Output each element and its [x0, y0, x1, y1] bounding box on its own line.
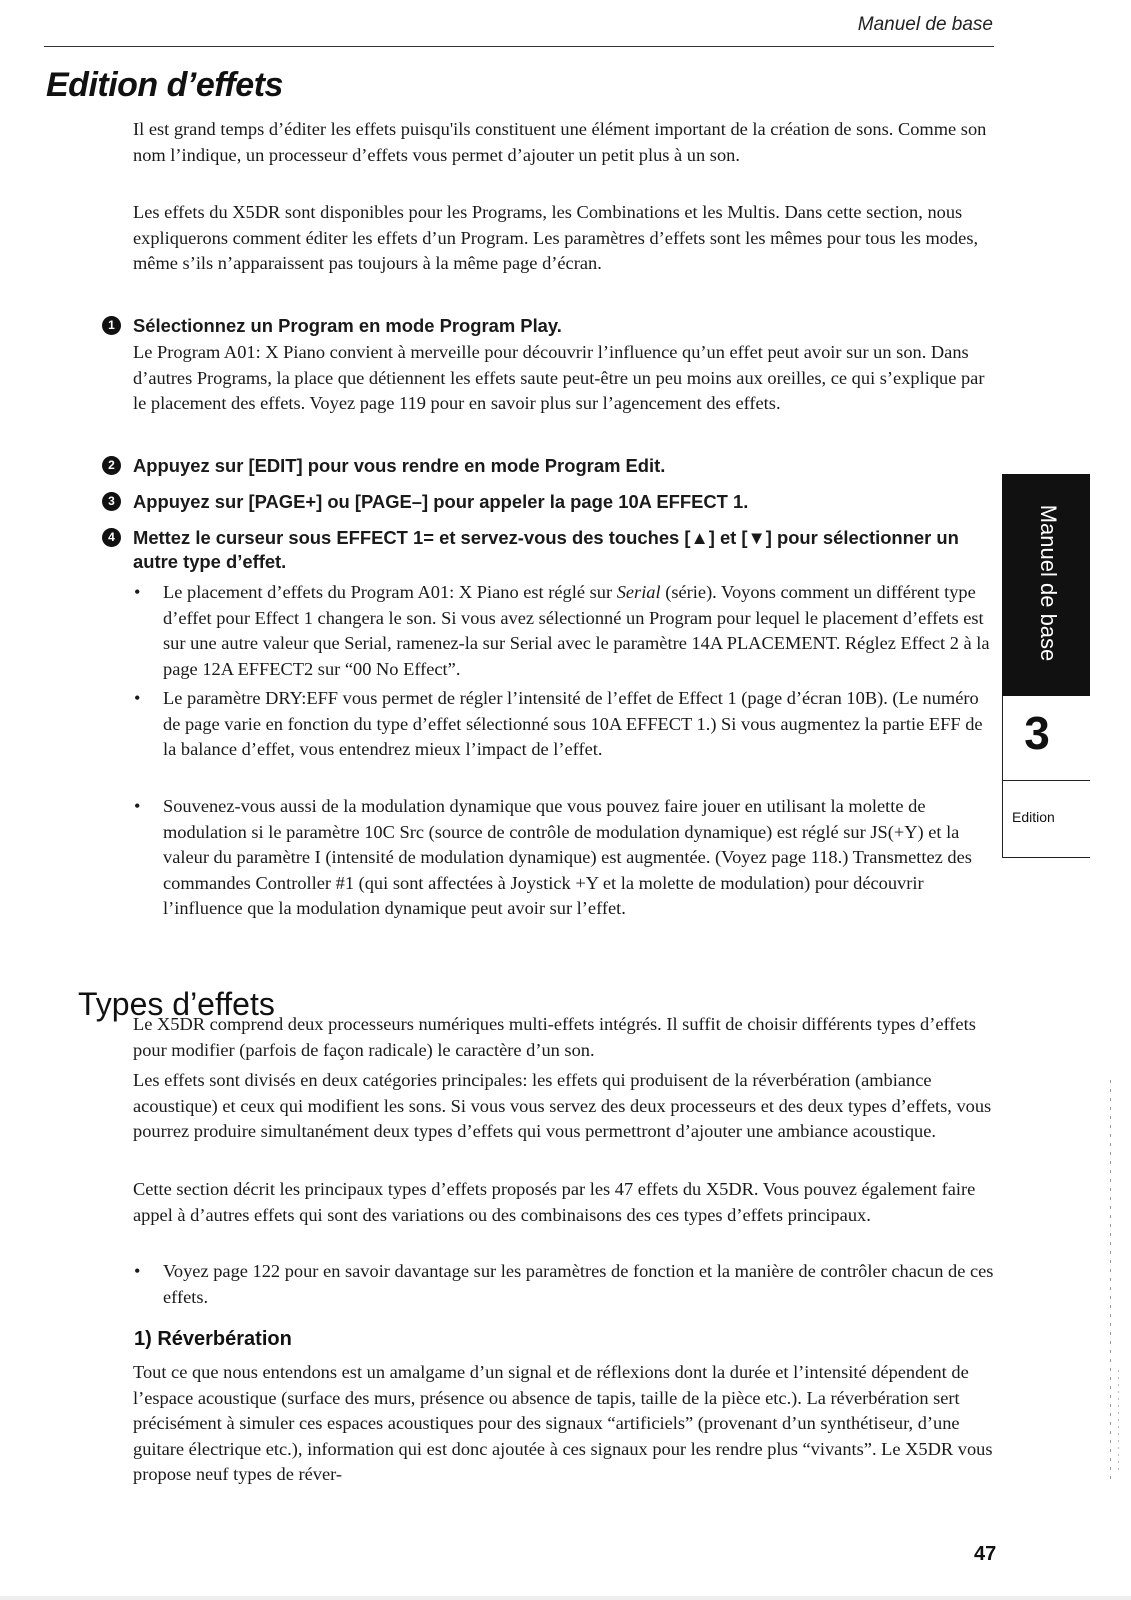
- bullet-item-modulation: [134, 794, 994, 922]
- step-heading: Appuyez sur [PAGE+] ou [PAGE–] pour appeler la page 10A EFFECT 1.: [133, 491, 749, 512]
- step-1-body: Le Program A01: X Piano convient à merveille pour découvrir l’influence qu’un effet peut avoir sur un son. Dans d’autres Programs, la place que détiennent les effets saute peut-être un peu moins aux oreilles, ce qui s’explique par le placement des effets. Voyez page 119 pour en savoir plus sur l’agencement des effets.: [133, 342, 985, 413]
- header-divider: [44, 46, 994, 47]
- scan-artifact-edge: [1118, 1370, 1119, 1470]
- types-paragraph-1: Le X5DR comprend deux processeurs numériques multi-effets intégrés. Il suffit de choisir différents types d’effets pour modifier (parfois de façon radicale) le caractère d’un son.: [133, 1014, 976, 1060]
- types-paragraph-3: Cette section décrit les principaux types d’effets proposés par les 47 effets du X5DR. Vous pouvez également faire appel à d’autres effets qui sont des variations ou des combinaisons des ces types d’effets principaux.: [133, 1179, 976, 1225]
- chapter-subtitle: Edition: [1012, 809, 1055, 825]
- bullet-item-dry-eff: [134, 686, 994, 763]
- intro-paragraph-1: Il est grand temps d’éditer les effets puisqu'ils constituent une élément important de la création de sons. Comme son nom l’indique, un processeur d’effets vous permet d’ajouter un petit plus à un son.: [133, 119, 987, 165]
- bullet-dot: •: [134, 582, 141, 602]
- chapter-tab-divider: [1002, 780, 1090, 781]
- reverb-paragraph: Tout ce que nous entendons est un amalgame d’un signal et de réflexions dont la durée et l’intensité dépendent de l’espace acoustique (surface des murs, présence ou absence de tapis, taille de la pièce etc.). La réverbération sert précisément à simuler ces espaces acoustiques pour des signaux “artificiels” (provenant d’un synthétiseur, d’une guitare électrique etc.), information qui est donc ajoutée à ces signaux pour les rendre plus “vivants”. Le X5DR vous propose neuf types de réver-: [133, 1362, 993, 1484]
- step-1: [102, 314, 992, 338]
- section-title-edition: Edition d’effets: [46, 66, 283, 104]
- chapter-number: 3: [1024, 707, 1050, 759]
- bullet-text: Souvenez-vous aussi de la modulation dynamique que vous pouvez faire jouer en utilisant la molette de modulation si le paramètre 10C Src (source de contrôle de modulation dynamique) est réglé sur JS(+Y) et la valeur du paramètre I (intensité de modulation dynamique) est augmentée. (Voyez page 118.) Transmettez des commandes Controller #1 (qui sont affectées à Joystick +Y et la molette de modulation) pour découvrir l’influence que la modulation dynamique peut avoir sur l’effet.: [163, 796, 972, 918]
- bullet-dot: •: [134, 796, 141, 816]
- chapter-tab-label: Manuel de base: [1036, 504, 1061, 662]
- intro-paragraph-2: Les effets du X5DR sont disponibles pour les Programs, les Combinations et les Multis. Dans cette section, nous expliquerons comment éditer les effets d’un Program. Les paramètres d’effets sont les mêmes pour tous les modes, même s’ils n’apparaissent pas toujours à la même page d’écran.: [133, 202, 979, 273]
- step-3: [102, 490, 992, 514]
- bullet-dot: •: [134, 1261, 141, 1281]
- bullet-text: Le placement d’effets du Program A01: X Piano est réglé sur Serial (série). Voyons comment un différent type d’effet pour Effect 1 changera le son. Si vous avez sélectionné un Program pour lequel le placement d’effets est sur une autre valeur que Serial, ramenez-la sur Serial avec le paramètre 14A PLACEMENT. Réglez Effect 2 à la page 12A EFFECT2 sur “00 No Effect”.: [163, 582, 990, 679]
- step-number-badge: 1: [102, 316, 121, 335]
- types-paragraph-2: Les effets sont divisés en deux catégories principales: les effets qui produisent de la réverbération (ambiance acoustique) et ceux qui modifient les sons. Si vous vous servez des deux processeurs et des deux types d’effets, vous pourrez produire simultanément deux types d’effets qui vous permettront d’ajouter une ambiance acoustique.: [133, 1070, 992, 1141]
- running-header: Manuel de base: [857, 14, 993, 35]
- chapter-tab-bottom-rule: [1002, 857, 1090, 858]
- step-4: [102, 526, 982, 574]
- bullet-text: Le paramètre DRY:EFF vous permet de régler l’intensité de l’effet de Effect 1 (page d’écran 10B). (Le numéro de page varie en fonction du type d’effet sélectionné sous 10A EFFECT 1.) Si vous augmentez la partie EFF de la balance d’effet, vous entendrez mieux l’impact de l’effet.: [163, 688, 983, 759]
- step-heading: Sélectionnez un Program en mode Program Play.: [133, 315, 562, 336]
- step-heading: Appuyez sur [EDIT] pour vous rendre en mode Program Edit.: [133, 455, 666, 476]
- step-2: [102, 454, 992, 478]
- step-number-badge: 3: [102, 492, 121, 511]
- section-title-types: Types d’effets: [78, 986, 275, 1022]
- step-number-badge: 4: [102, 528, 121, 547]
- step-number-badge: 2: [102, 456, 121, 475]
- scan-artifact-edge: [1110, 1080, 1111, 1480]
- step-heading: Mettez le curseur sous EFFECT 1= et servez-vous des touches [▲] et [▼] pour sélectionner un autre type d’effet.: [133, 527, 959, 572]
- bullet-dot: •: [134, 688, 141, 708]
- bullet-item-page-122: [134, 1259, 994, 1310]
- bullet-text: Voyez page 122 pour en savoir davantage sur les paramètres de fonction et la manière de contrôler chacun de ces effets.: [163, 1261, 994, 1307]
- subsection-title-reverb: 1) Réverbération: [134, 1328, 292, 1350]
- page-number: 47: [974, 1543, 997, 1565]
- bullet-item-placement: [134, 580, 994, 682]
- scan-bottom-edge: [0, 1596, 1131, 1600]
